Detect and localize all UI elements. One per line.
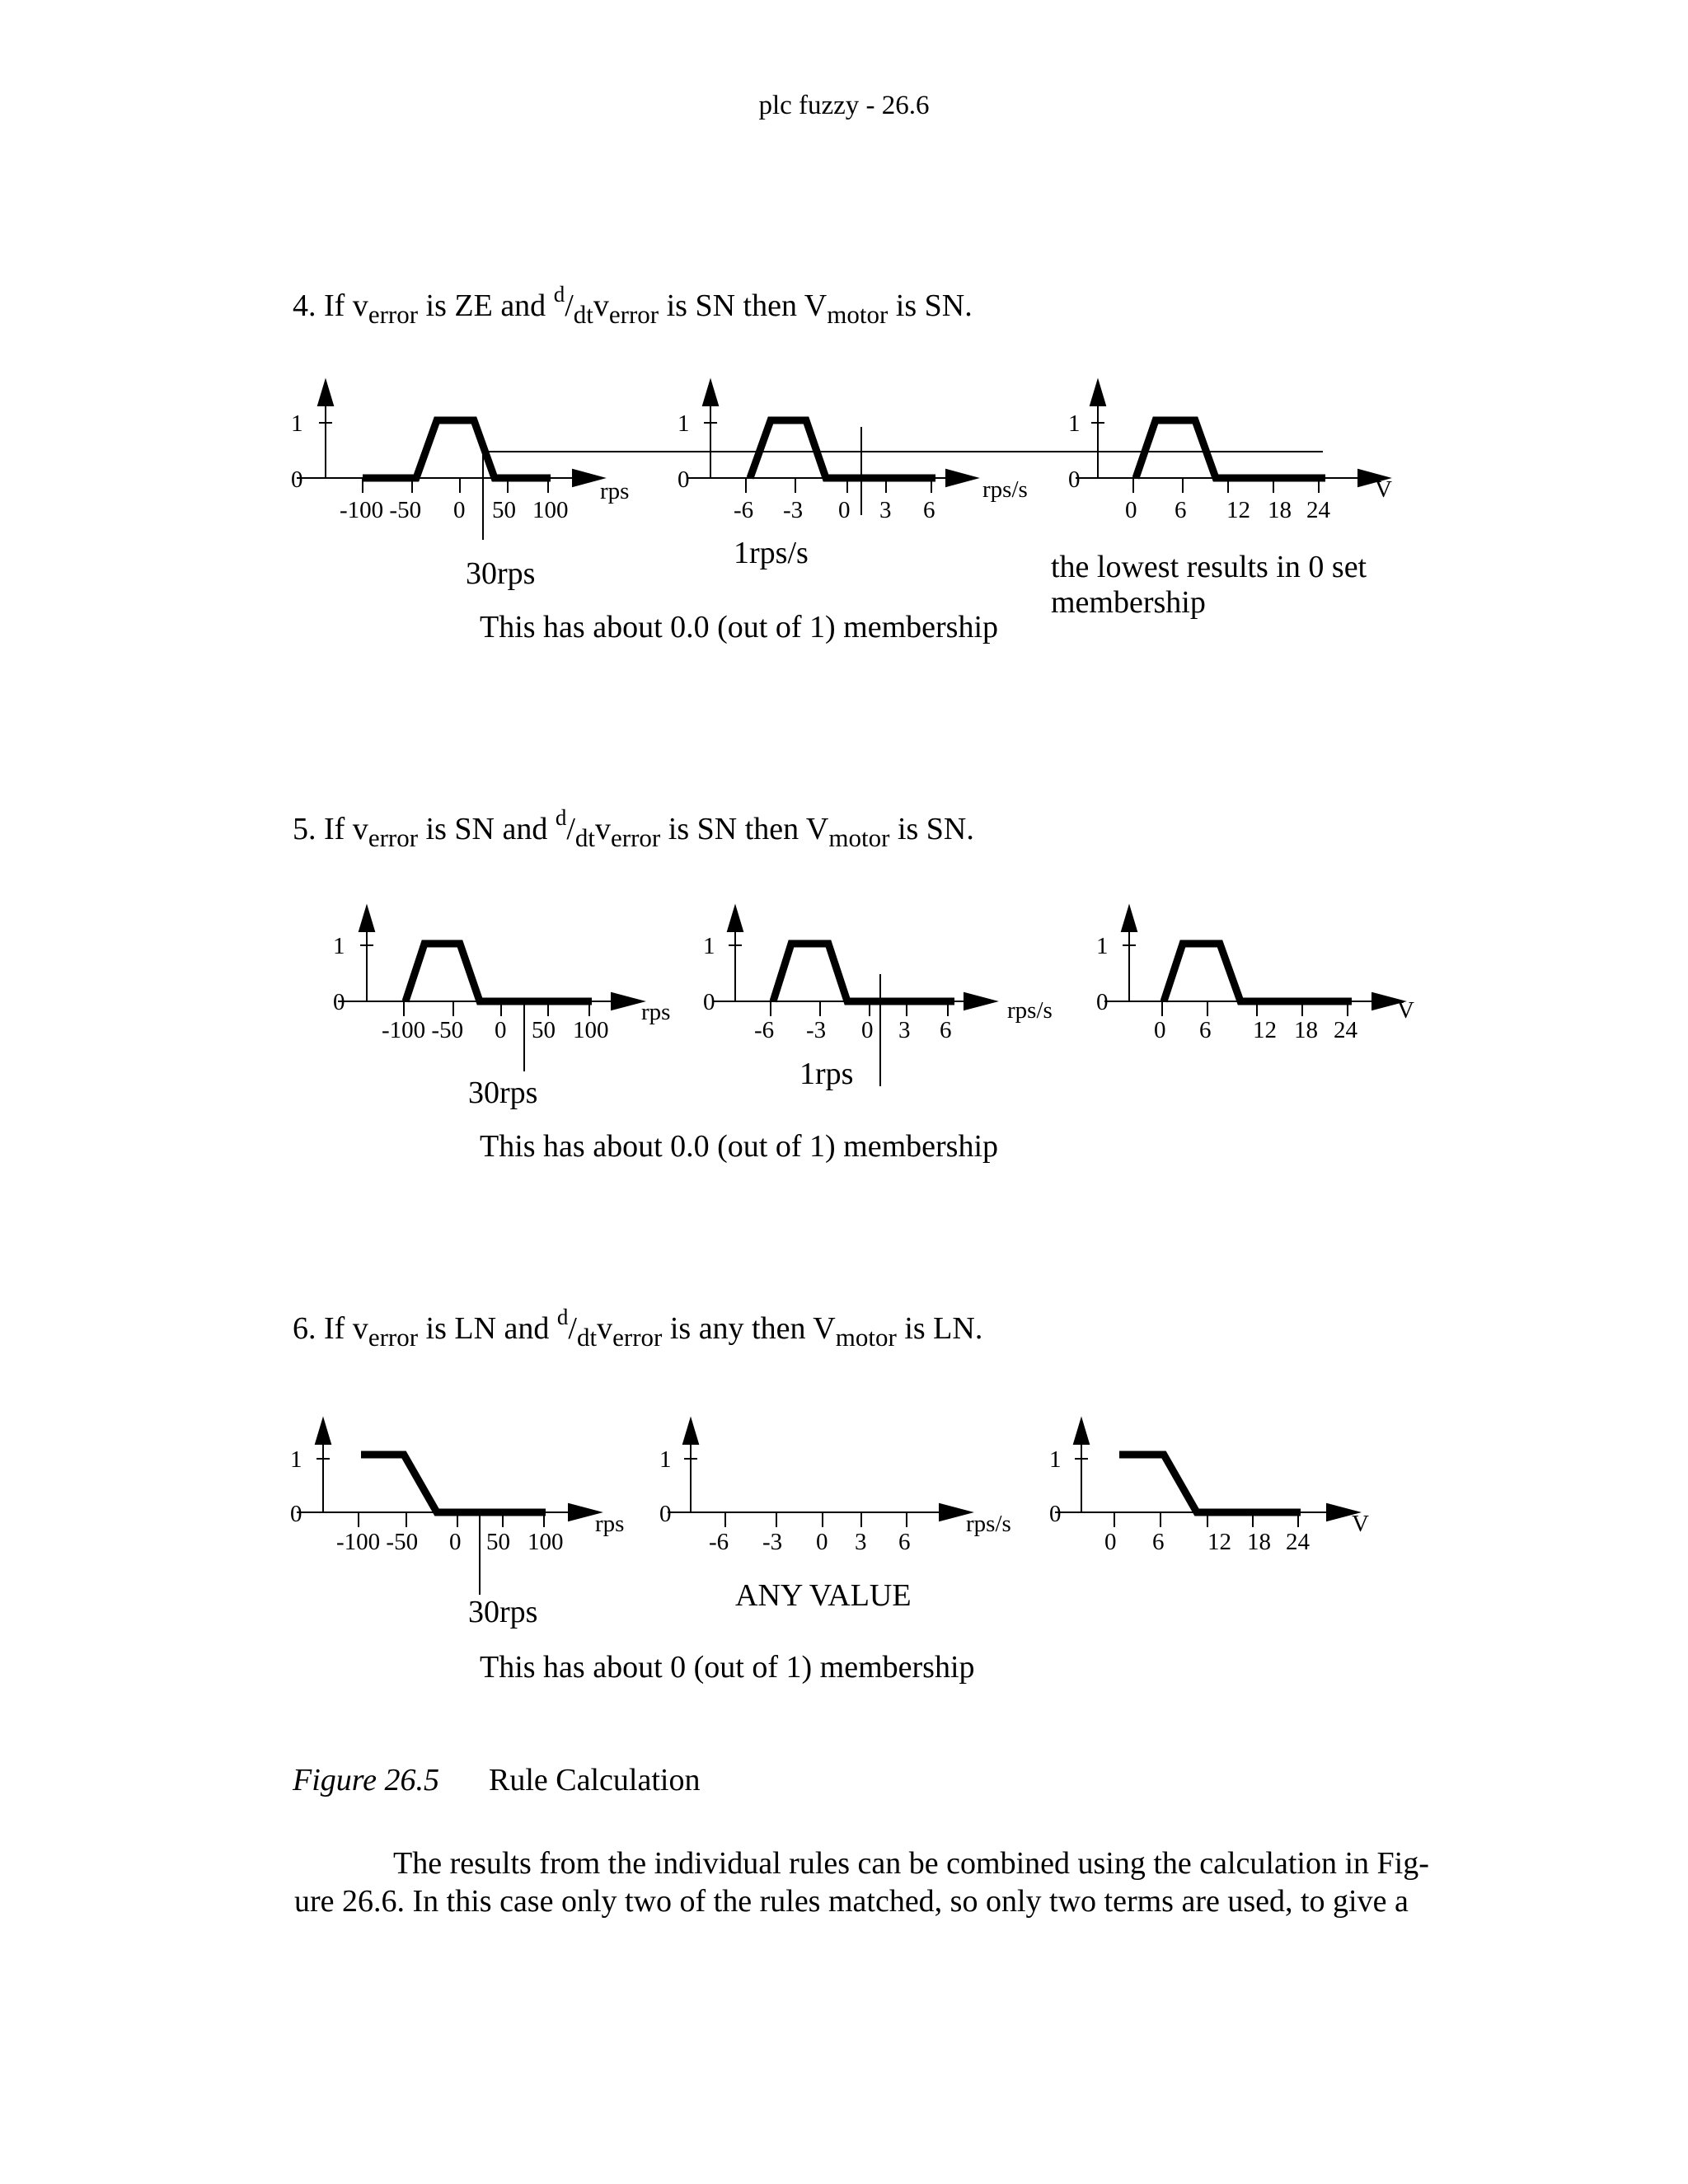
y-label-0: 0 [678,466,690,493]
rule-text: is SN then V [659,288,828,323]
x-tick-label: 24 [1286,1529,1310,1555]
y-arrow-icon [683,1419,698,1444]
x-unit-label: rps [641,999,671,1025]
x-tick-label: 6 [1199,1017,1212,1043]
x-tick-label: 18 [1247,1529,1271,1555]
y-arrow-icon [316,1419,331,1444]
rule-text: v [595,812,612,846]
x-tick-label: 0 [816,1529,828,1555]
lowest-result-note: membership [1051,585,1206,620]
x-unit-label: rps/s [1007,997,1053,1024]
rule-4-graph-derivative [688,381,977,515]
rule-text: v [597,1311,613,1346]
subscript: error [608,300,659,329]
x-tick-label: 18 [1268,497,1292,523]
x-tick-label: 0 [838,497,851,523]
x-tick-label: 100 [528,1529,564,1555]
x-tick-label: -100 -50 [340,497,422,523]
y-label-1: 1 [1049,1446,1062,1473]
y-label-0: 0 [1068,466,1081,493]
membership-trapezoid-output-sn [1136,420,1325,478]
membership-trapezoid-ze [363,420,551,478]
rule-text: is LN. [896,1311,983,1346]
marker-label: 30rps [466,556,536,591]
subscript: error [612,1323,663,1352]
x-unit-label: rps/s [982,476,1028,503]
figure-number: Figure 26.5 [293,1763,440,1797]
x-tick-label: -100 -50 [382,1017,464,1043]
subscript: motor [835,1323,897,1352]
y-label-0: 0 [291,466,303,493]
x-tick-label: 0 [1125,497,1137,523]
x-tick-label: -3 [783,497,804,523]
x-tick-label: 50 [492,497,516,523]
x-tick-label: 12 [1253,1017,1277,1043]
x-tick-label: 0 [1104,1529,1117,1555]
y-label-1: 1 [333,933,345,959]
y-label-0: 0 [703,989,715,1015]
x-arrow-icon [964,993,996,1010]
rule-text: 5. If v [293,812,368,846]
subscript: error [611,823,661,852]
x-tick-label: 6 [898,1529,911,1555]
x-arrow-icon [573,470,603,486]
rule-text: is LN and [418,1311,557,1346]
y-arrow-icon [728,907,743,931]
membership-shoulder-output-ln [1119,1455,1301,1512]
x-tick-label: 24 [1306,497,1330,523]
body-paragraph [294,1844,1471,1920]
rule-4-graph-output [1076,381,1389,493]
rule-text: is ZE and [418,288,554,323]
rule-text: v [593,288,609,323]
marker-label: ANY VALUE [735,1578,912,1613]
subscript: dt [574,823,596,852]
x-tick-label: -100 -50 [336,1529,419,1555]
x-arrow-icon [612,993,643,1010]
rule-6-graph-error [297,1419,600,1595]
x-tick-label: 50 [486,1529,510,1555]
x-arrow-icon [946,470,977,486]
marker-label: 1rps/s [734,536,809,570]
subscript: dt [573,300,593,329]
x-tick-label: 0 [1154,1017,1166,1043]
x-tick-label: 6 [1152,1529,1165,1555]
subscript: error [368,823,419,852]
rule-6-graph-output [1055,1419,1358,1527]
y-label-1: 1 [1068,410,1081,437]
rule-text: is SN and [418,812,556,846]
subscript: dt [576,1323,598,1352]
body-line: The results from the individual rules can be combined using the calculation in Fig- [393,1846,1429,1881]
x-tick-label: 12 [1226,497,1250,523]
subscript: error [368,300,419,329]
x-unit-label: V [1375,476,1392,503]
rule-text: / [566,812,575,846]
x-tick-label: 3 [898,1017,911,1043]
figure-title: Rule Calculation [489,1763,701,1797]
x-unit-label: rps [595,1511,625,1537]
x-unit-label: V [1397,997,1414,1024]
subscript: motor [827,300,889,329]
x-tick-label: 12 [1207,1529,1231,1555]
y-label-1: 1 [1096,933,1109,959]
y-label-0: 0 [333,989,345,1015]
x-tick-label: 6 [1175,497,1187,523]
body-line: ure 26.6. In this case only two of the rules matched, so only two terms are used, to give a [294,1884,1409,1919]
y-arrow-icon [1090,381,1105,405]
x-unit-label: V [1352,1511,1369,1537]
y-arrow-icon [359,907,374,931]
x-tick-label: 6 [940,1017,952,1043]
marker-label: 30rps [468,1595,538,1629]
rule-5-graph-output [1104,907,1404,1016]
y-label-0: 0 [290,1501,302,1527]
y-label-1: 1 [290,1446,302,1473]
x-tick-label: 3 [879,497,892,523]
x-tick-label: -6 [754,1017,775,1043]
x-tick-label: 0 [861,1017,874,1043]
x-unit-label: rps/s [966,1511,1011,1537]
page-header: plc fuzzy - 26.6 [758,91,930,120]
rule-text: 4. If v [293,288,368,323]
y-label-1: 1 [659,1446,672,1473]
y-arrow-icon [1074,1419,1089,1444]
x-unit-label: rps [600,478,630,504]
y-arrow-icon [703,381,718,405]
rule-text: / [568,1311,577,1346]
y-arrow-icon [1122,907,1137,931]
membership-trapezoid-output-sn [1164,944,1352,1001]
y-arrow-icon [318,381,333,405]
y-label-1: 1 [678,410,690,437]
superscript: d [555,805,567,830]
x-tick-label: 24 [1334,1017,1357,1043]
y-label-0: 0 [1049,1501,1062,1527]
x-tick-label: -3 [806,1017,827,1043]
superscript: d [553,282,565,307]
x-tick-label: 100 [532,497,569,523]
membership-note: This has about 0.0 (out of 1) membership [480,610,999,644]
rule-text: is SN then V [660,812,829,846]
x-tick-label: -6 [709,1529,729,1555]
lowest-result-note: the lowest results in 0 set [1051,550,1367,584]
rule-text: is any then V [662,1311,836,1346]
rule-text: is SN. [889,812,974,846]
x-tick-label: 0 [495,1017,507,1043]
membership-trapezoid-sn [773,944,954,1001]
y-label-1: 1 [291,410,303,437]
membership-trapezoid-sn [406,944,592,1001]
y-label-0: 0 [659,1501,672,1527]
x-tick-label: 0 [453,497,466,523]
y-label-0: 0 [1096,989,1109,1015]
figure-caption [293,1762,700,1798]
rule-5-graph-derivative [713,907,996,1086]
marker-label: 30rps [468,1076,538,1110]
x-tick-label: 50 [532,1017,556,1043]
rule-6-graph-derivative [668,1419,971,1527]
x-tick-label: 3 [855,1529,867,1555]
marker-label: 1rps [799,1057,854,1091]
membership-note: This has about 0.0 (out of 1) membership [480,1129,999,1164]
rule-text: is SN. [888,288,973,323]
rule-text: / [565,288,574,323]
x-tick-label: 6 [923,497,935,523]
superscript: d [556,1305,569,1329]
membership-note: This has about 0 (out of 1) membership [480,1650,975,1685]
subscript: motor [828,823,890,852]
y-label-1: 1 [703,933,715,959]
membership-shoulder-ln [361,1455,546,1512]
x-tick-label: 18 [1294,1017,1318,1043]
x-tick-label: -3 [762,1529,783,1555]
membership-trapezoid-sn [750,420,935,478]
rule-text: 6. If v [293,1311,368,1346]
rule-5-graph-error [338,907,643,1071]
subscript: error [368,1323,419,1352]
x-tick-label: -6 [734,497,754,523]
x-tick-label: 0 [449,1529,462,1555]
x-tick-label: 100 [573,1017,609,1043]
